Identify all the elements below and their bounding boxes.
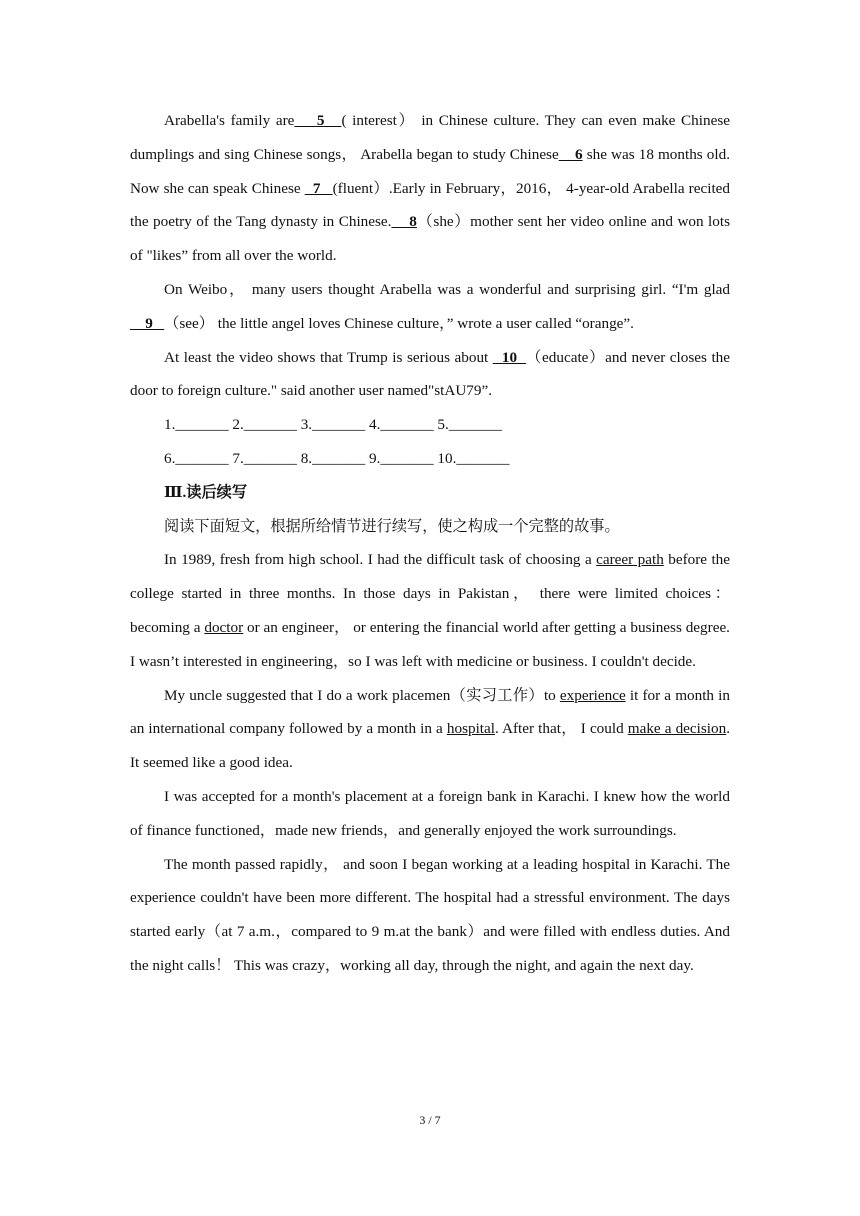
blank-10: 10 [492,348,527,366]
text: （see） the little angel loves Chinese culture，” wrote a user called “orange”. [164,314,634,332]
page-number: 3 / 7 [419,1113,441,1127]
underlined-make-a-decision: make a decision [627,720,727,738]
text: In 1989, fresh from high school. I had the difficult task of choosing a [164,551,597,569]
instruction: 阅读下面短文，根据所给情节进行续写，使之构成一个完整的故事。 [164,517,620,535]
text: . After that， I could [494,720,628,738]
text: （she）mother sent her video online and won lots of "likes” from all over the world. [130,213,730,265]
text: ( interest） in Chinese culture. They can even make Chinese dumplings and sing Chinese songs， Arabella began to study Chinese [130,112,730,163]
text: she was 18 months old. Now she can speak Chinese [130,145,730,197]
text: My uncle suggested that I do a work placemen（实习工作）to [164,686,560,704]
paragraph-career [130,543,730,678]
text: （educate）and never closes the door to foreign culture." said another user named"stAU79”. [130,348,730,400]
blank-5: 5 [294,112,342,129]
blank-9: 9 [130,314,165,332]
text: before the college started in three months. In those days in Pakistan， there were limited choices： becoming a [130,551,731,636]
text: Arabella's family are [164,112,295,129]
answer-line-1: 1._______ 2._______ 3._______ 4._______ 5._______ [164,416,502,434]
text: On Weibo， many users thought Arabella was a wonderful and surprising girl. “I'm glad [164,280,730,298]
text: or an engineer， or entering the financial world after getting a business degree. I wasn’t interested in engineering，so I was left with medicine or business. I couldn't decide. [130,618,730,670]
text: it for a month in an international company followed by a month in a [130,686,730,738]
paragraph-bank: I was accepted for a month's placement at a foreign bank in Karachi. I knew how the world of finance functioned，made new friends，and generally enjoyed the work surroundings. [130,787,730,839]
paragraph-trump [130,341,730,409]
paragraph-weibo [130,273,730,341]
answer-line-2: 6._______ 7._______ 8._______ 9._______ 10._______ [164,449,510,467]
paragraph-arabella [130,104,730,273]
paragraph-hospital: The month passed rapidly， and soon I began working at a leading hospital in Karachi. The experience couldn't have been more different. The hospital had a stressful environment. The days started early（at 7 a.m.，compared to 9 m.at the bank）and were filled with endless duties. And the night calls！ This was crazy，working all day, through the night, and again the next day. [130,855,730,974]
paragraph-uncle [130,679,730,780]
text: (fluent）.Early in February，2016， 4-year-old Arabella recited the poetry of the Tang dynasty in Chinese. [130,179,730,231]
text: At least the video shows that Trump is serious about [164,348,493,366]
blank-6: 6 [558,145,583,163]
section-title: Ⅲ.读后续写 [164,483,248,501]
blank-7: 7 [304,179,333,197]
underlined-hospital: hospital [446,720,495,738]
underlined-career-path: career path [596,551,664,569]
underlined-experience: experience [559,686,626,704]
text: . It seemed like a good idea. [130,720,731,772]
blank-8: 8 [391,213,417,231]
underlined-doctor: doctor [204,618,244,636]
page-content [130,104,730,983]
